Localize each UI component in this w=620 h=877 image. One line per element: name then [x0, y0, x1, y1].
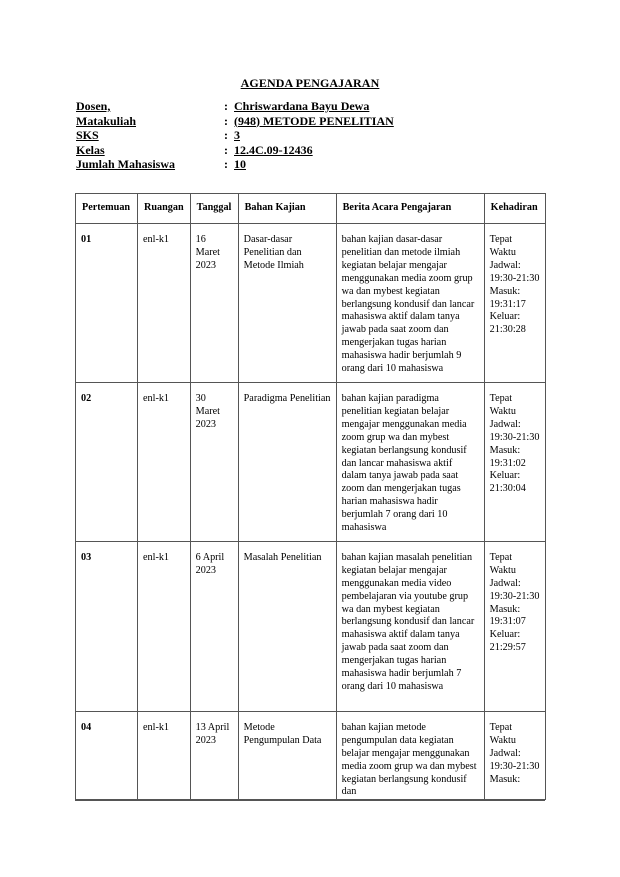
cell-ruangan: enl-k1	[138, 382, 191, 541]
info-row-dosen	[76, 99, 394, 114]
info-label: SKS	[76, 128, 99, 143]
header-bahan-kajian: Bahan Kajian	[238, 194, 336, 224]
info-value: Chriswardana Bayu Dewa	[234, 99, 370, 113]
cell-kehadiran: Tepat Waktu Jadwal: 19:30-21:30 Masuk: 19:31:07 Keluar: 21:29:57	[484, 541, 545, 711]
table-row	[76, 711, 546, 799]
table-row	[76, 224, 546, 383]
page-title: AGENDA PENGAJARAN	[240, 76, 380, 90]
cell-bahan-kajian: Masalah Penelitian	[238, 541, 336, 711]
info-label: Dosen,	[76, 99, 111, 113]
cell-berita-acara: bahan kajian metode pengumpulan data kegiatan belajar mengajar menggunakan media zoom grup wa dan mybest kegiatan berlangsung kondusif dan	[336, 711, 484, 799]
info-row-sks	[76, 128, 394, 143]
cell-ruangan: enl-k1	[138, 541, 191, 711]
info-label: Jumlah Mahasiswa	[76, 157, 176, 172]
cell-ruangan: enl-k1	[138, 224, 191, 383]
info-label: Kelas	[76, 142, 105, 157]
cell-ruangan: enl-k1	[138, 711, 191, 799]
cell-pertemuan: 02	[76, 382, 138, 541]
cell-pertemuan: 04	[76, 711, 138, 799]
info-value: 12.4C.09-12436	[234, 142, 313, 157]
header-kehadiran: Kehadiran	[484, 194, 545, 224]
header-pertemuan: Pertemuan	[76, 194, 138, 224]
cell-pertemuan: 01	[76, 224, 138, 383]
info-label: Matakuliah	[76, 113, 137, 128]
cell-bahan-kajian: Metode Pengumpulan Data	[238, 711, 336, 799]
info-value: 10	[234, 157, 246, 172]
info-row-jumlah-mahasiswa	[76, 157, 394, 172]
cell-berita-acara: bahan kajian paradigma penelitian kegiatan belajar mengajar menggunakan media zoom grup wa dan mybest kegiatan berlangsung kondusif dan lancar mahasiswa aktif dalam tanya jawab pada saat zoom dan mengerjakan tugas harian mahasiswa hadir berjumlah 7 orang dari 10 mahasiswa	[336, 382, 484, 541]
table-bottom-rule	[75, 800, 545, 801]
info-row-matakuliah	[76, 114, 394, 129]
cell-kehadiran: Tepat Waktu Jadwal: 19:30-21:30 Masuk: 19:31:02 Keluar: 21:30:04	[484, 382, 545, 541]
table-header-row	[76, 194, 546, 224]
cell-tanggal: 16 Maret 2023	[190, 224, 238, 383]
info-value: (948) METODE PENELITIAN	[234, 113, 394, 128]
cell-kehadiran: Tepat Waktu Jadwal: 19:30-21:30 Masuk:	[484, 711, 545, 799]
cell-berita-acara: bahan kajian masalah penelitian kegiatan belajar mengajar menggunakan media video pembelajaran via youtube grup wa dan mybest kegiatan berlangsung kondusif dan lancar mahasiswa aktif dalam tanya jawab pada saat zoom dan mengerjakan tugas harian mahasiswa hadir berjumlah 7 orang dari 10 mahasiswa	[336, 541, 484, 711]
cell-pertemuan: 03	[76, 541, 138, 711]
cell-kehadiran: Tepat Waktu Jadwal: 19:30-21:30 Masuk: 19:31:17 Keluar: 21:30:28	[484, 224, 545, 383]
info-row-kelas	[76, 143, 394, 158]
cell-tanggal: 6 April 2023	[190, 541, 238, 711]
cell-bahan-kajian: Paradigma Penelitian	[238, 382, 336, 541]
header-ruangan: Ruangan	[138, 194, 191, 224]
info-colon: :	[224, 113, 228, 128]
cell-tanggal: 13 April 2023	[190, 711, 238, 799]
table-row	[76, 382, 546, 541]
header-tanggal: Tanggal	[190, 194, 238, 224]
cell-berita-acara: bahan kajian dasar-dasar penelitian dan metode ilmiah kegiatan belajar mengajar menggunakan media zoom grup wa dan mybest kegiatan berlangsung kondusif dan lancar mahasiswa aktif dalam tanya jawab pada saat zoom dan mengerjakan tugas harian mahasiswa hadir berjumlah 9 orang dari 10 mahasiswa	[336, 224, 484, 383]
info-colon: :	[224, 99, 228, 113]
cell-bahan-kajian: Dasar-dasar Penelitian dan Metode Ilmiah	[238, 224, 336, 383]
info-colon: :	[224, 157, 228, 172]
info-colon: :	[224, 142, 228, 157]
cell-tanggal: 30 Maret 2023	[190, 382, 238, 541]
info-colon: :	[224, 128, 228, 143]
course-info	[76, 99, 394, 172]
agenda-table	[75, 193, 546, 800]
header-berita-acara: Berita Acara Pengajaran	[336, 194, 484, 224]
table-row	[76, 541, 546, 711]
info-value: 3	[234, 128, 240, 143]
